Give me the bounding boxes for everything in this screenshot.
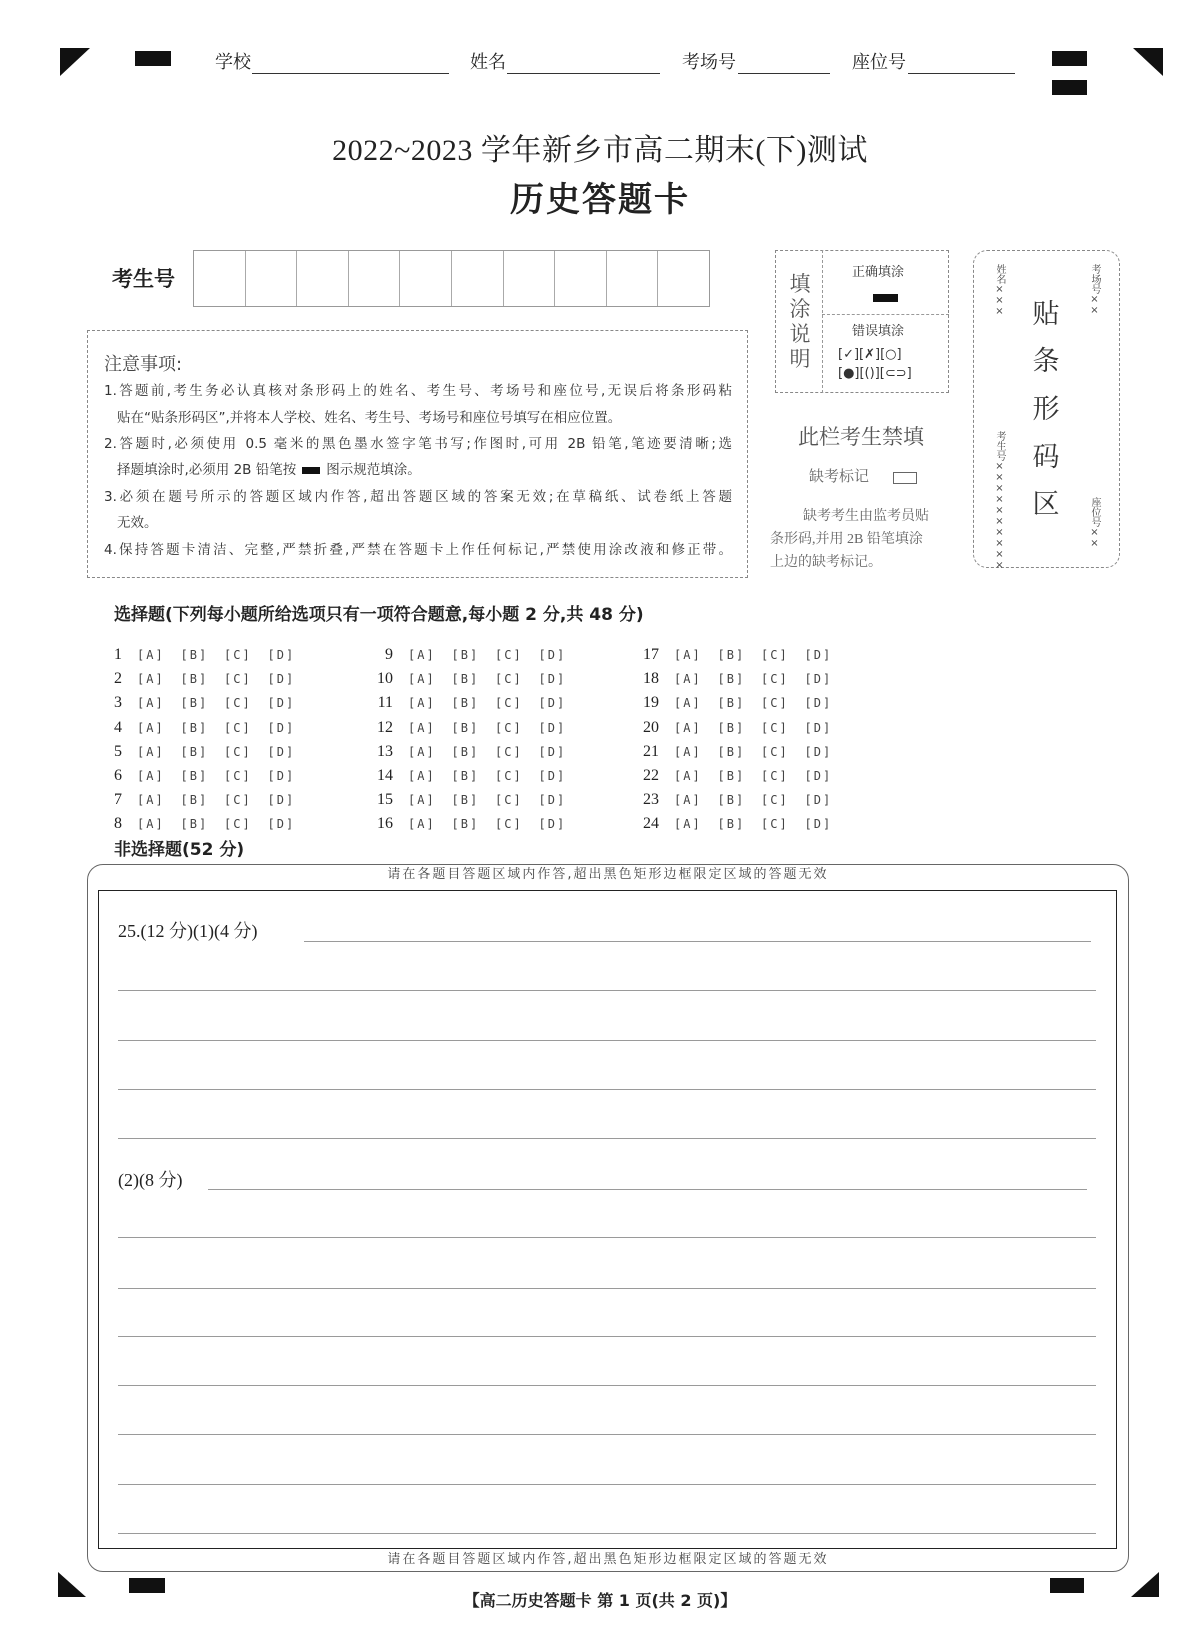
seat-label: 座位号 [852, 52, 906, 73]
question-number: 15 [377, 791, 393, 809]
fill-guide-title-char: 明 [789, 347, 811, 371]
question-number: 14 [377, 767, 393, 784]
question-number: 7 [114, 791, 122, 809]
option-b-bubble: [B] [717, 720, 746, 735]
reserved-title: 此栏考生禁填 [798, 425, 924, 449]
option-d-bubble: [D] [538, 817, 567, 832]
answer-line [208, 1189, 1087, 1190]
choice-question [629, 742, 849, 762]
choice-question [629, 766, 849, 786]
option-d-bubble: [D] [538, 696, 567, 711]
answer-line [118, 1336, 1096, 1337]
barcode-title-char: 贴 [1032, 299, 1060, 329]
timing-mark [1052, 80, 1087, 95]
option-d-bubble: [D] [267, 672, 296, 687]
timing-mark [135, 51, 171, 66]
question-number: 2 [114, 670, 122, 688]
choice-question [92, 718, 312, 738]
choice-question [363, 790, 583, 810]
region-notice-bottom: 请在各题目答题区域内作答,超出黑色矩形边框限定区域的答题无效 [387, 1552, 829, 1567]
note-line [117, 460, 421, 480]
option-a-bubble: [A] [408, 672, 436, 687]
option-a-bubble: [A] [674, 793, 702, 808]
correct-fill-label: 正确填涂 [852, 265, 905, 280]
option-c-bubble: [C] [495, 720, 523, 735]
option-a-bubble: [A] [674, 648, 702, 662]
option-b-bubble: [B] [717, 769, 746, 783]
option-d-bubble: [D] [267, 817, 296, 832]
option-a-bubble: [A] [137, 744, 165, 759]
note-line: 无效。 [117, 515, 158, 531]
question-number: 3 [114, 694, 122, 712]
exam-room-label: 考场号 [682, 52, 736, 73]
option-b-bubble: [B] [717, 744, 746, 759]
question-number: 6 [114, 767, 122, 784]
choice-question [629, 718, 849, 738]
exam-title: 2022~2023 学年新乡市高二期末(下)测试 [332, 134, 868, 167]
option-d-bubble: [D] [804, 720, 833, 735]
barcode-name-hint: 姓名××× [994, 264, 1005, 317]
option-a-bubble: [A] [408, 648, 436, 662]
option-b-bubble: [B] [451, 769, 480, 783]
seat-underline [908, 73, 1015, 74]
wrong-fill-examples: [●][()][⊂⊃] [838, 366, 912, 381]
option-b-bubble: [B] [180, 744, 209, 759]
option-b-bubble: [B] [451, 817, 480, 832]
note-line: 1.答题前,考生务必认真核对条形码上的姓名、考生号、考场号和座位号,无误后将条形码粘 [104, 383, 732, 399]
option-b-bubble: [B] [717, 696, 746, 711]
choice-question [92, 645, 312, 665]
answer-line [118, 1385, 1096, 1386]
option-d-bubble: [D] [804, 648, 833, 662]
absent-note-line: 条形码,并用 2B 铅笔填涂 [770, 532, 923, 547]
option-c-bubble: [C] [761, 793, 789, 808]
page-footer: 【高二历史答题卡 第 1 页(共 2 页)】 [463, 1591, 737, 1610]
option-a-bubble: [A] [674, 817, 702, 832]
note-line: 2.答题时,必须使用 0.5 毫米的黑色墨水签字笔书写;作图时,可用 2B 铅笔,笔迹要清晰;选 [104, 436, 732, 452]
wrong-fill-label: 错误填涂 [852, 324, 905, 339]
answer-line [304, 941, 1091, 942]
question-number: 23 [643, 791, 659, 809]
corner-mark-top-left [60, 48, 90, 76]
option-d-bubble: [D] [267, 793, 296, 808]
wrong-fill-examples: [✓][✗][○] [838, 347, 902, 362]
option-c-bubble: [C] [224, 793, 252, 808]
question-number: 16 [377, 815, 393, 833]
school-underline [252, 73, 449, 74]
option-d-bubble: [D] [804, 744, 833, 759]
option-c-bubble: [C] [761, 720, 789, 735]
option-c-bubble: [C] [761, 769, 789, 783]
option-c-bubble: [C] [495, 769, 523, 783]
fill-guide-title-char: 填 [789, 272, 811, 296]
option-a-bubble: [A] [674, 696, 702, 711]
option-c-bubble: [C] [224, 720, 252, 735]
option-b-bubble: [B] [451, 696, 480, 711]
choice-question [92, 742, 312, 762]
option-c-bubble: [C] [495, 672, 523, 687]
option-c-bubble: [C] [495, 793, 523, 808]
exam-room-underline [738, 73, 830, 74]
fill-guide-title-char: 涂 [789, 297, 811, 321]
choice-question [629, 645, 849, 665]
question-number: 24 [643, 815, 659, 833]
note-line: 3.必须在题号所示的答题区域内作答,超出答题区域的答案无效;在草稿纸、试卷纸上答题 [104, 489, 732, 505]
choice-question [629, 814, 849, 834]
exam-number-cell [194, 251, 246, 306]
option-b-bubble: [B] [180, 793, 209, 808]
option-d-bubble: [D] [804, 769, 833, 783]
question-number: 18 [643, 670, 659, 688]
barcode-title-char: 形 [1032, 394, 1060, 424]
option-c-bubble: [C] [224, 672, 252, 687]
answer-line [118, 1484, 1096, 1485]
exam-number-label: 考生号 [112, 267, 175, 291]
option-d-bubble: [D] [538, 720, 567, 735]
option-b-bubble: [B] [717, 672, 746, 687]
choice-question [363, 742, 583, 762]
barcode-room-hint: 考场号×× [1089, 264, 1100, 316]
question-number: 13 [377, 742, 393, 760]
choice-question [363, 718, 583, 738]
option-c-bubble: [C] [495, 817, 523, 832]
option-c-bubble: [C] [495, 648, 523, 662]
exam-number-cell [607, 251, 659, 306]
note-line: 贴在“贴条形码区”,并将本人学校、姓名、考生号、考场号和座位号填写在相应位置。 [117, 410, 622, 426]
fill-example-mark [302, 467, 320, 474]
name-underline [507, 73, 660, 74]
notes-title: 注意事项: [104, 354, 183, 375]
option-a-bubble: [A] [408, 817, 436, 832]
exam-number-cell [555, 251, 607, 306]
barcode-title-char: 区 [1032, 489, 1060, 519]
answer-region-frame [98, 890, 1117, 1549]
barcode-title-char: 条 [1032, 346, 1060, 376]
fill-guide-divider [822, 250, 823, 393]
exam-number-cell [452, 251, 504, 306]
option-a-bubble: [A] [137, 793, 165, 808]
option-c-bubble: [C] [224, 648, 252, 662]
option-a-bubble: [A] [408, 744, 436, 759]
option-c-bubble: [C] [761, 672, 789, 687]
timing-mark [1052, 51, 1087, 66]
answer-line [118, 990, 1096, 991]
choice-question [629, 790, 849, 810]
option-b-bubble: [B] [451, 793, 480, 808]
option-c-bubble: [C] [495, 696, 523, 711]
answer-line [118, 1040, 1096, 1041]
option-d-bubble: [D] [804, 817, 833, 832]
choice-question [92, 693, 312, 713]
option-a-bubble: [A] [674, 720, 702, 735]
choice-heading: 选择题(下列每小题所给选项只有一项符合题意,每小题 2 分,共 48 分) [114, 605, 644, 625]
absent-label: 缺考标记 [809, 469, 870, 485]
q25-label: 25.(12 分)(1)(4 分) [118, 921, 258, 941]
option-c-bubble: [C] [495, 744, 523, 759]
choice-question [92, 814, 312, 834]
choice-question [92, 766, 312, 786]
absent-mark-box [893, 472, 917, 484]
correct-fill-mark [873, 294, 898, 302]
question-number: 1 [114, 646, 122, 663]
option-b-bubble: [B] [180, 817, 209, 832]
option-d-bubble: [D] [804, 793, 833, 808]
option-b-bubble: [B] [717, 648, 746, 662]
option-a-bubble: [A] [137, 817, 165, 832]
option-a-bubble: [A] [137, 672, 165, 687]
barcode-title-char: 码 [1032, 442, 1060, 472]
absent-note-line: 缺考考生由监考员贴 [803, 509, 929, 524]
exam-number-cell [246, 251, 298, 306]
option-b-bubble: [B] [451, 720, 480, 735]
question-number: 5 [114, 742, 122, 760]
sheet-title: 历史答题卡 [510, 180, 690, 220]
triangle-icon [60, 48, 90, 76]
question-number: 17 [643, 646, 659, 663]
question-number: 22 [643, 767, 659, 784]
option-b-bubble: [B] [451, 648, 480, 662]
option-b-bubble: [B] [180, 769, 209, 783]
note-text: 图示规范填涂。 [326, 462, 421, 478]
option-c-bubble: [C] [224, 744, 252, 759]
exam-number-cell [297, 251, 349, 306]
exam-number-cell [349, 251, 401, 306]
choice-question [363, 766, 583, 786]
name-label: 姓名 [470, 52, 506, 73]
option-c-bubble: [C] [224, 769, 252, 783]
option-c-bubble: [C] [761, 696, 789, 711]
option-c-bubble: [C] [761, 744, 789, 759]
school-label: 学校 [215, 52, 251, 73]
choice-question [363, 645, 583, 665]
triangle-icon [1133, 48, 1163, 76]
choice-question [363, 669, 583, 689]
fill-guide-title-char: 说 [789, 322, 811, 346]
choice-question [363, 814, 583, 834]
option-b-bubble: [B] [180, 696, 209, 711]
option-b-bubble: [B] [717, 793, 746, 808]
answer-line [118, 1089, 1096, 1090]
answer-line [118, 1434, 1096, 1435]
choice-question [92, 790, 312, 810]
option-b-bubble: [B] [451, 672, 480, 687]
option-c-bubble: [C] [224, 817, 252, 832]
option-a-bubble: [A] [137, 720, 165, 735]
question-number: 20 [643, 718, 659, 736]
option-a-bubble: [A] [408, 720, 436, 735]
exam-number-cell [400, 251, 452, 306]
exam-number-grid [193, 250, 710, 307]
question-number: 9 [385, 646, 393, 663]
question-number: 4 [114, 718, 122, 736]
question-number: 11 [377, 694, 393, 712]
absent-note-line: 上边的缺考标记。 [770, 555, 882, 570]
answer-line [118, 1237, 1096, 1238]
question-number: 19 [643, 694, 659, 712]
option-d-bubble: [D] [804, 672, 833, 687]
option-a-bubble: [A] [408, 793, 436, 808]
option-b-bubble: [B] [451, 744, 480, 759]
option-d-bubble: [D] [538, 648, 567, 662]
note-line: 4.保持答题卡清洁、完整,严禁折叠,严禁在答题卡上作任何标记,严禁使用涂改液和修正带。 [104, 542, 732, 558]
option-a-bubble: [A] [674, 769, 702, 783]
option-b-bubble: [B] [717, 817, 746, 832]
non-choice-heading: 非选择题(52 分) [114, 840, 245, 860]
region-notice-top: 请在各题目答题区域内作答,超出黑色矩形边框限定区域的答题无效 [387, 867, 829, 882]
choice-grid [90, 645, 833, 845]
option-a-bubble: [A] [408, 769, 436, 783]
option-d-bubble: [D] [538, 672, 567, 687]
option-b-bubble: [B] [180, 720, 209, 735]
exam-number-cell [658, 251, 709, 306]
question-number: 8 [114, 815, 122, 833]
option-a-bubble: [A] [137, 696, 165, 711]
option-d-bubble: [D] [267, 696, 296, 711]
option-a-bubble: [A] [137, 648, 165, 662]
option-d-bubble: [D] [538, 769, 567, 783]
option-c-bubble: [C] [224, 696, 252, 711]
choice-question [629, 669, 849, 689]
option-c-bubble: [C] [761, 648, 789, 662]
choice-question [363, 693, 583, 713]
option-d-bubble: [D] [267, 769, 296, 783]
q25-part2-label: (2)(8 分) [118, 1170, 183, 1190]
option-d-bubble: [D] [538, 744, 567, 759]
exam-number-cell [504, 251, 556, 306]
barcode-seat-hint: 座位号×× [1089, 497, 1100, 549]
note-text: 择题填涂时,必须用 2B 铅笔按 [117, 462, 297, 478]
answer-line [118, 1533, 1096, 1534]
option-d-bubble: [D] [538, 793, 567, 808]
option-d-bubble: [D] [267, 720, 296, 735]
option-a-bubble: [A] [674, 744, 702, 759]
fill-guide-title [789, 272, 811, 372]
option-d-bubble: [D] [804, 696, 833, 711]
option-a-bubble: [A] [408, 696, 436, 711]
option-b-bubble: [B] [180, 648, 209, 662]
fill-guide-divider [822, 314, 949, 315]
question-number: 12 [377, 718, 393, 736]
option-a-bubble: [A] [674, 672, 702, 687]
question-number: 21 [643, 742, 659, 760]
choice-question [92, 669, 312, 689]
option-d-bubble: [D] [267, 744, 296, 759]
option-d-bubble: [D] [267, 648, 296, 662]
barcode-exam-number-hint: 考生号×××××××××× [994, 431, 1005, 571]
corner-mark-top-right [1133, 48, 1163, 76]
option-b-bubble: [B] [180, 672, 209, 687]
option-c-bubble: [C] [761, 817, 789, 832]
option-a-bubble: [A] [137, 769, 165, 783]
answer-line [118, 1138, 1096, 1139]
choice-question [629, 693, 849, 713]
answer-line [118, 1288, 1096, 1289]
question-number: 10 [377, 670, 393, 688]
